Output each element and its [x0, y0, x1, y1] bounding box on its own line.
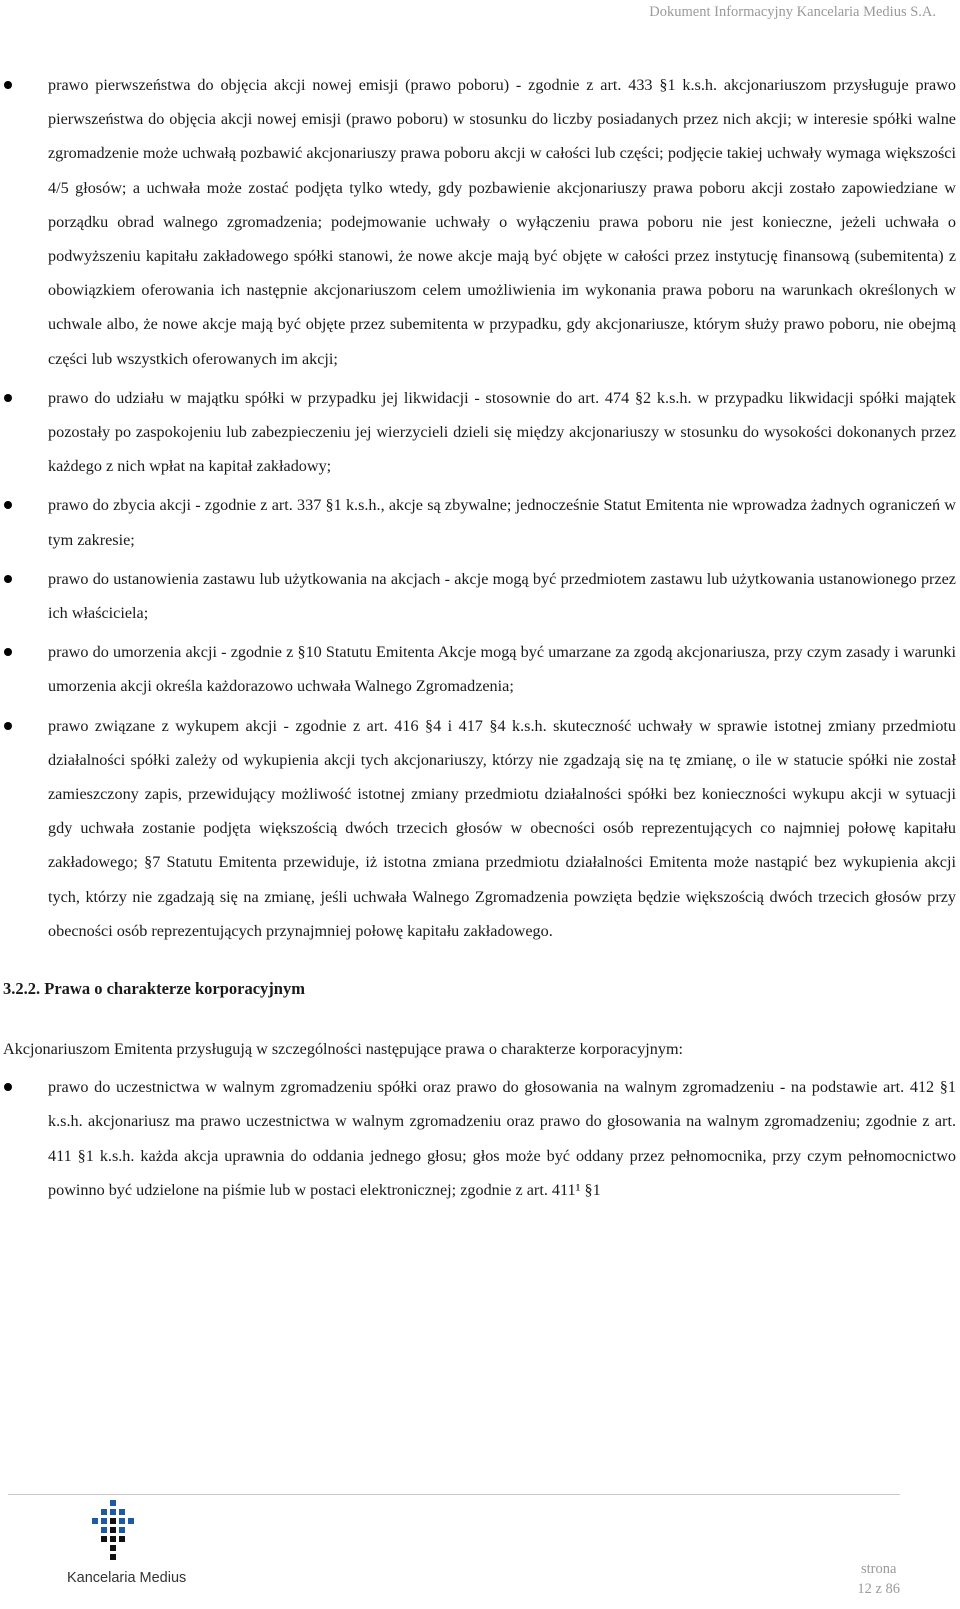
- list-item-text: prawo pierwszeństwa do objęcia akcji nowej emisji (prawo poboru) - zgodnie z art. 433 §1 k.s.h. akcjonariuszom przysługuje prawo pierwszeństwa do objęcia akcji nowej emisji (prawo poboru) w stosunku do liczby posiadanych przez nich akcji; w interesie spółki walne zgromadzenie może uchwałą pozbawić akcjonariuszy prawa poboru akcji w całości lub części; podjęcie takiej uchwały wymaga większości 4/5 głosów; a uchwała może zostać podjęta tylko wtedy, gdy pozbawienie akcjonariuszy prawa poboru akcji zostało zapowiedziane w porządku obrad walnego zgromadzenia; podejmowanie uchwały o wyłączeniu prawa poboru nie jest konieczne, jeżeli uchwała o podwyższeniu kapitału zakładowego spółki stanowi, że nowe akcje mają być objęte w całości przez instytucję finansową (subemitenta) z obowiązkiem oferowania ich następnie akcjonariuszom celem umożliwienia im wykonania prawa poboru na warunkach określonych w uchwale albo, że nowe akcje mają być objęte przez subemitenta w przypadku, gdy akcjonariusze, którym służy prawo poboru, nie obejmą części lub wszystkich oferowanych im akcji;: [48, 76, 956, 368]
- bullet-icon: [4, 648, 12, 656]
- bullet-icon: [4, 1083, 12, 1091]
- list-item-text: prawo do zbycia akcji - zgodnie z art. 337 §1 k.s.h., akcje są zbywalne; jednocześnie Statut Emitenta nie wprowadza żadnych ograniczeń w tym zakresie;: [48, 496, 956, 549]
- list-item: [0, 709, 960, 948]
- list-item: [0, 68, 960, 376]
- bullet-icon: [4, 575, 12, 583]
- bullet-icon: [4, 81, 12, 89]
- list-item-text: prawo do ustanowienia zastawu lub użytkowania na akcjach - akcje mogą być przedmiotem zastawu lub użytkowania ustanowionego przez ich właściciela;: [48, 569, 956, 623]
- shareholder-rights-list: [0, 68, 960, 948]
- document-header: Dokument Informacyjny Kancelaria Medius S.A.: [649, 4, 936, 20]
- list-item: [0, 1070, 960, 1207]
- list-item: [0, 488, 960, 556]
- company-logo: [55, 1498, 185, 1598]
- list-item-text: prawo związane z wykupem akcji - zgodnie z art. 416 §4 i 417 §4 k.s.h. skuteczność uchwały w sprawie istotnej zmiany przedmiotu działalności spółki zależy od wykupienia akcji tych akcjonariuszy, którzy nie zgadzają się na tę zmianę, o ile w statucie spółki nie został zamieszczony zapis, przewidujący możliwość istotnej zmiany przedmiotu działalności spółki bez konieczności wykupu akcji w sytuacji gdy uchwała zostanie podjęta większością dwóch trzecich głosów w obecności osób reprezentujących co najmniej połowę kapitału zakładowego; §7 Statutu Emitenta przewiduje, iż istotna zmiana przedmiotu działalności Emitenta może nastąpić bez wykupienia akcji tych, którzy nie zgadzają się na zmianę, jeśli uchwała Walnego Zgromadzenia powzięta będzie większością dwóch trzecich głosów przy obecności osób reprezentujących przynajmniej połowę kapitału zakładowego.: [48, 716, 956, 940]
- logo-emblem-icon: [55, 1498, 185, 1570]
- footer-divider: [8, 1494, 900, 1495]
- bullet-icon: [4, 394, 12, 402]
- document-body: [0, 68, 960, 1212]
- logo-text: Kancelaria Medius: [67, 1570, 187, 1586]
- list-item: [0, 381, 960, 484]
- list-item-text: prawo do uczestnictwa w walnym zgromadzeniu spółki oraz prawo do głosowania na walnym zgromadzeniu - na podstawie art. 412 §1 k.s.h. akcjonariusz ma prawo uczestnictwa w walnym zgromadzeniu oraz prawo do głosowania na walnym zgromadzeniu; zgodnie z art. 411 §1 k.s.h. każda akcja uprawnia do oddania jednego głosu; głos może być oddany przez pełnomocnika, przy czym pełnomocnictwo powinno być udzielone na piśmie lub w postaci elektronicznej; zgodnie z art. 411¹ §1: [48, 1078, 956, 1199]
- corporate-rights-list: [0, 1070, 960, 1207]
- page-number: 12 z 86: [857, 1581, 900, 1597]
- list-item-text: prawo do umorzenia akcji - zgodnie z §10 Statutu Emitenta Akcje mogą być umarzane za zgodą akcjonariusza, przy czym zasady i warunki umorzenia akcji określa każdorazowo uchwała Walnego Zgromadzenia;: [48, 643, 956, 696]
- bullet-icon: [4, 722, 12, 730]
- list-item-text: prawo do udziału w majątku spółki w przypadku jej likwidacji - stosownie do art. 474 §2 k.s.h. w przypadku likwidacji spółki majątek pozostały po zaspokojeniu lub zabezpieczeniu jej wierzycieli dzieli się między akcjonariuszy w stosunku do wysokości dokonanych przez każdego z nich wpłat na kapitał zakładowy;: [48, 388, 956, 476]
- section-heading: 3.2.2. Prawa o charakterze korporacyjnym: [3, 979, 305, 999]
- bullet-icon: [4, 501, 12, 509]
- list-item: [0, 635, 960, 703]
- page-indicator: [857, 1559, 900, 1599]
- page-label: strona: [860, 1561, 897, 1577]
- section-intro: Akcjonariuszom Emitenta przysługują w szczególności następujące prawa o charakterze korporacyjnym:: [3, 1040, 684, 1059]
- list-item: [0, 562, 960, 630]
